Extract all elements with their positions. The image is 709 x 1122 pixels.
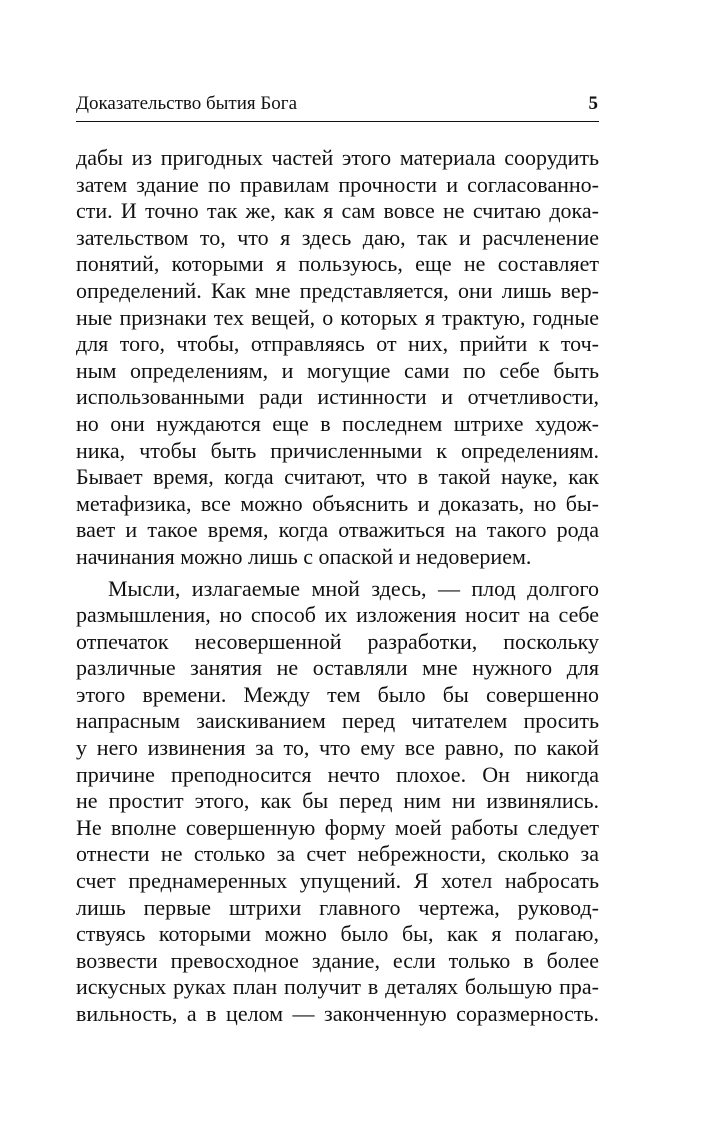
text-line: вильность, а в целом — законченную соразмерность. — [76, 1001, 599, 1026]
text-line: затем здание по правилам прочности и согласованно- — [76, 171, 599, 197]
text-line: сти. И точно так же, как я сам вовсе не считаю дока- — [76, 198, 599, 224]
text-line: ствуясь которыми можно было бы, как я полагаю, — [76, 921, 599, 947]
text-line: причине преподносится нечто плохое. Он никогда — [76, 761, 599, 787]
text-line: искусных руках план получит в деталях большую пра- — [76, 974, 599, 1000]
text-line: ника, чтобы быть причисленными к определениям. — [76, 437, 599, 463]
text-line: ные признаки тех вещей, о которых я трактую, годные — [76, 304, 599, 330]
text-line: счет преднамеренных упущений. Я хотел набросать — [76, 868, 599, 894]
text-line: размышления, но способ их изложения носит на себе — [76, 602, 599, 628]
text-line: дабы из пригодных частей этого материала соорудить — [76, 145, 599, 170]
text-line: ным определениям, и могущие сами по себе быть — [76, 357, 599, 383]
text-line: у него извинения за то, что ему все равно, по какой — [76, 735, 599, 761]
page-number: 5 — [588, 93, 598, 114]
text-line: этого времени. Между тем было бы совершенно — [76, 681, 599, 707]
text-line: не простит этого, как бы перед ним ни извинялись. — [76, 788, 599, 814]
text-line: отпечаток несовершенной разработки, поскольку — [76, 628, 599, 654]
header-rule — [76, 121, 599, 122]
running-title: Доказательство бытия Бога — [76, 93, 298, 114]
text-line: метафизика, все можно объяснить и доказать, но бы- — [76, 490, 599, 516]
text-line: вает и такое время, когда отважиться на такого рода — [76, 517, 599, 543]
text-line: зательством то, что я здесь даю, так и расчленение — [76, 224, 599, 250]
text-line: лишь первые штрихи главного чертежа, руковод- — [76, 894, 599, 920]
paragraph-2 — [76, 576, 599, 1028]
text-line: понятий, которыми я пользуюсь, еще не составляет — [76, 251, 599, 277]
text-line: напрасным заискиванием перед читателем просить — [76, 708, 599, 734]
text-line: начинания можно лишь с опаской и недоверием. — [76, 543, 532, 569]
text-line: использованными ради истинности и отчетливости, — [76, 384, 599, 410]
text-line: для того, чтобы, отправляясь от них, прийти к точ- — [76, 331, 599, 357]
text-line: но они нуждаются еще в последнем штрихе худож- — [76, 410, 599, 436]
body-text — [76, 145, 599, 1028]
text-line: возвести превосходное здание, если только в более — [76, 947, 599, 973]
text-line: Бывает время, когда считают, что в такой науке, как — [76, 464, 599, 490]
text-line: Не вполне совершенную форму моей работы следует — [76, 814, 599, 840]
text-line: определений. Как мне представляется, они лишь вер- — [76, 277, 599, 303]
paragraph-1 — [76, 145, 599, 571]
running-header — [76, 92, 598, 118]
text-line: различные занятия не оставляли мне нужного для — [76, 655, 599, 681]
text-line: отнести не столько за счет небрежности, сколько за — [76, 841, 599, 867]
text-line: Мысли, излагаемые мной здесь, — плод долгого — [108, 575, 599, 601]
